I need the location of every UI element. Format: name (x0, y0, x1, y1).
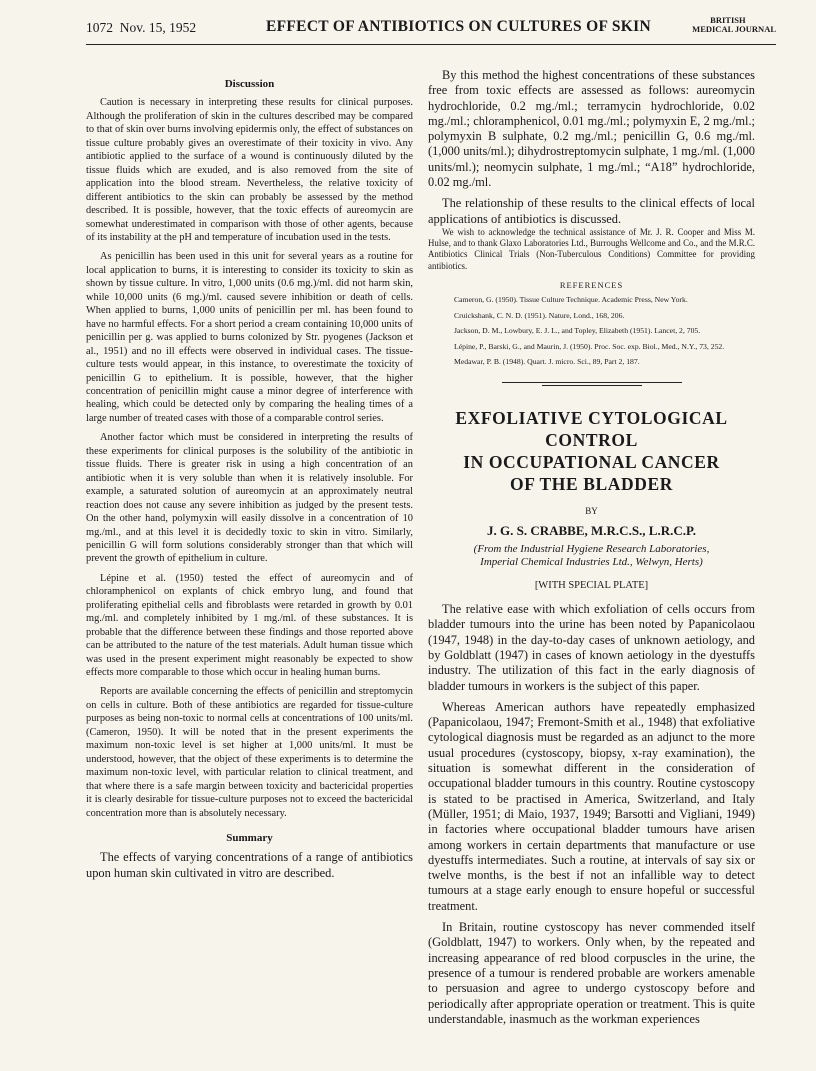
author-affiliation: (From the Industrial Hygiene Research Laboratories, Imperial Chemical Industries Ltd., Welwyn, Herts) (473, 542, 710, 568)
summary-conclusion: The relationship of these results to the clinical effects of local applications of antibiotics is discussed. (428, 196, 755, 226)
right-column (428, 68, 755, 1027)
discussion-paragraph: Caution is necessary in interpreting these results for clinical purposes. Although the proliferation of skin in the cultures described may be compared to that of skin over burns involving epidermis only, the effect of substances on tissue culture probably gives an overestimate of their toxicity in vivo. Any antibiotic applied to the surface of a wound is continuously diluted by the tissue fluids which are exuded, and is also removed from the site of application into the blood stream. Nevertheless, the relative toxicity of different antibiotics to the skin can probably be assessed by the method described. It is possible, however, that the toxic effects of aureomycin are somewhat underestimated in comparison with those of other agents, because of its instability at the pH and temperature of incubation used in the tests. (86, 97, 413, 243)
author-name: J. G. S. CRABBE, M.R.C.S., L.R.C.P. (487, 523, 696, 539)
summary-text: The effects of varying concentrations of a range of antibiotics upon human skin cultivated in vitro are described. (86, 850, 413, 880)
journal-mark: BRITISH MEDICAL JOURNAL (692, 15, 776, 34)
article-body (428, 602, 755, 1027)
running-header (86, 10, 776, 45)
discussion-paragraph: Another factor which must be considered in interpreting the results of these experiments for clinical purposes is the solubility of the antibiotic in tissue fluids. There is greater risk in using a high concentration of an antibiotic when it is very soluble than when it is relatively insoluble. For example, a saturated solution of aureomycin at an approximately neutral reaction does not cause any severe inhibition as judged by the present tests. On the other hand, polymyxin will easily dissolve in a concentration of 10 mg./ml., and at this level it is decidedly toxic to skin in vitro. Similarly, penicillin G will form solutions considerably stronger than that which will prevent the growth of epithelium in culture. (86, 432, 413, 565)
reference-item: Jackson, D. M., Lowbury, E. J. L., and Topley, Elizabeth (1951). Lancet, 2, 705. (454, 326, 701, 336)
references-heading: REFERENCES (559, 279, 624, 290)
body-paragraph: In Britain, routine cystoscopy has never commended itself (Goldblatt, 1947) to workers. Only when, by the repeated and increasing appearance of red blood corpuscles in the urine, the presence of a tumour is rendered probable are workers amenable to persuasion and agree to undergo cystoscopy before and periodically after appropriate operation or treatment. This is quite understandable, inasmuch as the workman experiences (428, 920, 755, 1026)
discussion-heading: Discussion (224, 78, 275, 90)
acknowledgement: We wish to acknowledge the technical assistance of Mr. J. R. Cooper and Miss M. Hulse, and to thank Glaxo Laboratories Ltd., Burroughs Wellcome and Co., and the M.R.C. Antibiotics Clinical Trials (Non-Tuberculous Conditions) Committee for providing antibiotics. (428, 226, 755, 271)
left-column (86, 78, 413, 881)
article-title: EXFOLIATIVE CYTOLOGICAL CONTROL IN OCCUPATIONAL CANCER OF THE BLADDER (455, 407, 728, 494)
discussion-paragraph: As penicillin has been used in this unit for several years as a routine for local application to burns, it is interesting to consider its toxicity to skin as shown by tissue culture. In vitro, 1,000 units (0.6 mg.)/ml. did not harm skin, while 10,000 units (6 mg.)/ml. caused severe inhibition or death of cells. When applied to burns, 1,000 units of penicillin per ml. has been found to have no harmful effects. For a short period a cream containing 10,000 units of penicillin per g. was applied to burns colonized by Str. pyogenes (Jackson et al., 1951) and no ill effects were observed in individual cases. The tissue-culture tests would appear, in this instance, to overestimate the toxicity of penicillin G to epithelium. It is possible, however, that the higher concentration of penicillin might cause a minor degree of interference with healing, which could be detected only by comparing the healing times of a large number of treated cases with those of a comparable control series. (86, 251, 413, 424)
page-number-and-date: 1072 Nov. 15, 1952 (86, 20, 197, 35)
body-paragraph: The relative ease with which exfoliation of cells occurs from bladder tumours into the urine has been noted by Papanicolaou (1947, 1948) in the day-to-day cases of unknown aetiology, and by Goldblatt (1947) in cases of known aetiology in the dyestuffs industry. The utilization of this fact in the early diagnosis of bladder tumours in workers is the subject of this paper. (428, 602, 755, 693)
section-divider (502, 379, 682, 387)
body-paragraph: Whereas American authors have repeatedly emphasized (Papanicolaou, 1947; Fremont-Smith et al., 1948) that exfoliative cytological diagnosis must be regarded as an adjunct to the more usual procedures (cystoscopy, biopsy, x-ray examination), the situation is somewhat different in the consideration of occupational bladder tumours in this country. Routine cystoscopy is stated to be practised in America, Switzerland, and Italy (Müller, 1951; di Maio, 1937, 1949; Barsotti and Vigliani, 1949) in factories where occupational bladder tumours have arisen among workers in certain departments that manufacture or use dyestuffs intermediates. Such a routine, at intervals of say six or twelve months, is the best if not an infallible way to detect tumours at a stage early enough to ensure hopeful or successful treatment. (428, 699, 755, 913)
reference-item: Lépine, P., Barski, G., and Maurin, J. (1950). Proc. Soc. exp. Biol., Med., N.Y., 73, 252. (454, 341, 725, 351)
special-plate-note: [WITH SPECIAL PLATE] (534, 579, 649, 591)
reference-item: Cameron, G. (1950). Tissue Culture Technique. Academic Press, New York. (454, 295, 688, 305)
summary-continued: By this method the highest concentrations of these substances free from toxic effects are assessed as follows: aureomycin hydrochloride, 0.2 mg./ml.; terramycin hydrochloride, 0.02 mg./ml.; chloramphenicol, 0.01 mg./ml.; polymyxin E, 2 mg./ml.; polymyxin B sulphate, 0.2 mg./ml.; penicillin G, 0.6 mg./ml. (1,000 units/ml.); dihydrostreptomycin sulphate, 1 mg./ml. (1,000 units/ml.); neomycin sulphate, 1 mg./ml.; “A18” hydrochloride, 0.02 mg./ml. (428, 68, 755, 190)
reference-item: Cruickshank, C. N. D. (1951). Nature, Lond., 168, 206. (454, 310, 625, 320)
running-title: EFFECT OF ANTIBIOTICS ON CULTURES OF SKIN (266, 18, 651, 35)
summary-heading: Summary (226, 832, 273, 845)
reference-item: Medawar, P. B. (1948). Quart. J. micro. Sci., 89, Part 2, 187. (454, 357, 640, 367)
discussion-paragraph: Reports are available concerning the effects of penicillin and streptomycin on cells in culture. Both of these antibiotics are regarded for tissue-culture purposes as being non-toxic to normal cells at concentrations of 100 units/ml. (Cameron, 1950). It will be noted that in the present experiments the maximum non-toxic level is set higher at 1,000 units/ml. It must be understood, however, that the object of these experiments is to determine the maximum non-toxic level, with particular relation to clinical treatment, and that where there is a safe margin between toxicity and bactericidal properties it is clearly desirable for tissue-culture purposes not to exceed the bactericidal concentration more than is absolutely necessary. (86, 686, 413, 819)
reference-list (428, 295, 755, 367)
discussion-paragraph: Lépine et al. (1950) tested the effect of aureomycin and of chloramphenicol on explants of chick embryo lung, and found that proliferating epithelial cells and fibroblasts were retarded in growth by 0.01 mg./ml. and completely inhibited by 1 mg./ml. of these substances. It is probable that the difference between these findings and those reported above can be attributed to the nature of the test materials. Adult human tissue which was used in the present experiment might reasonably be expected to show effects more comparable to those which occur in healing human burns. (86, 572, 413, 679)
byline-label: BY (585, 505, 598, 516)
